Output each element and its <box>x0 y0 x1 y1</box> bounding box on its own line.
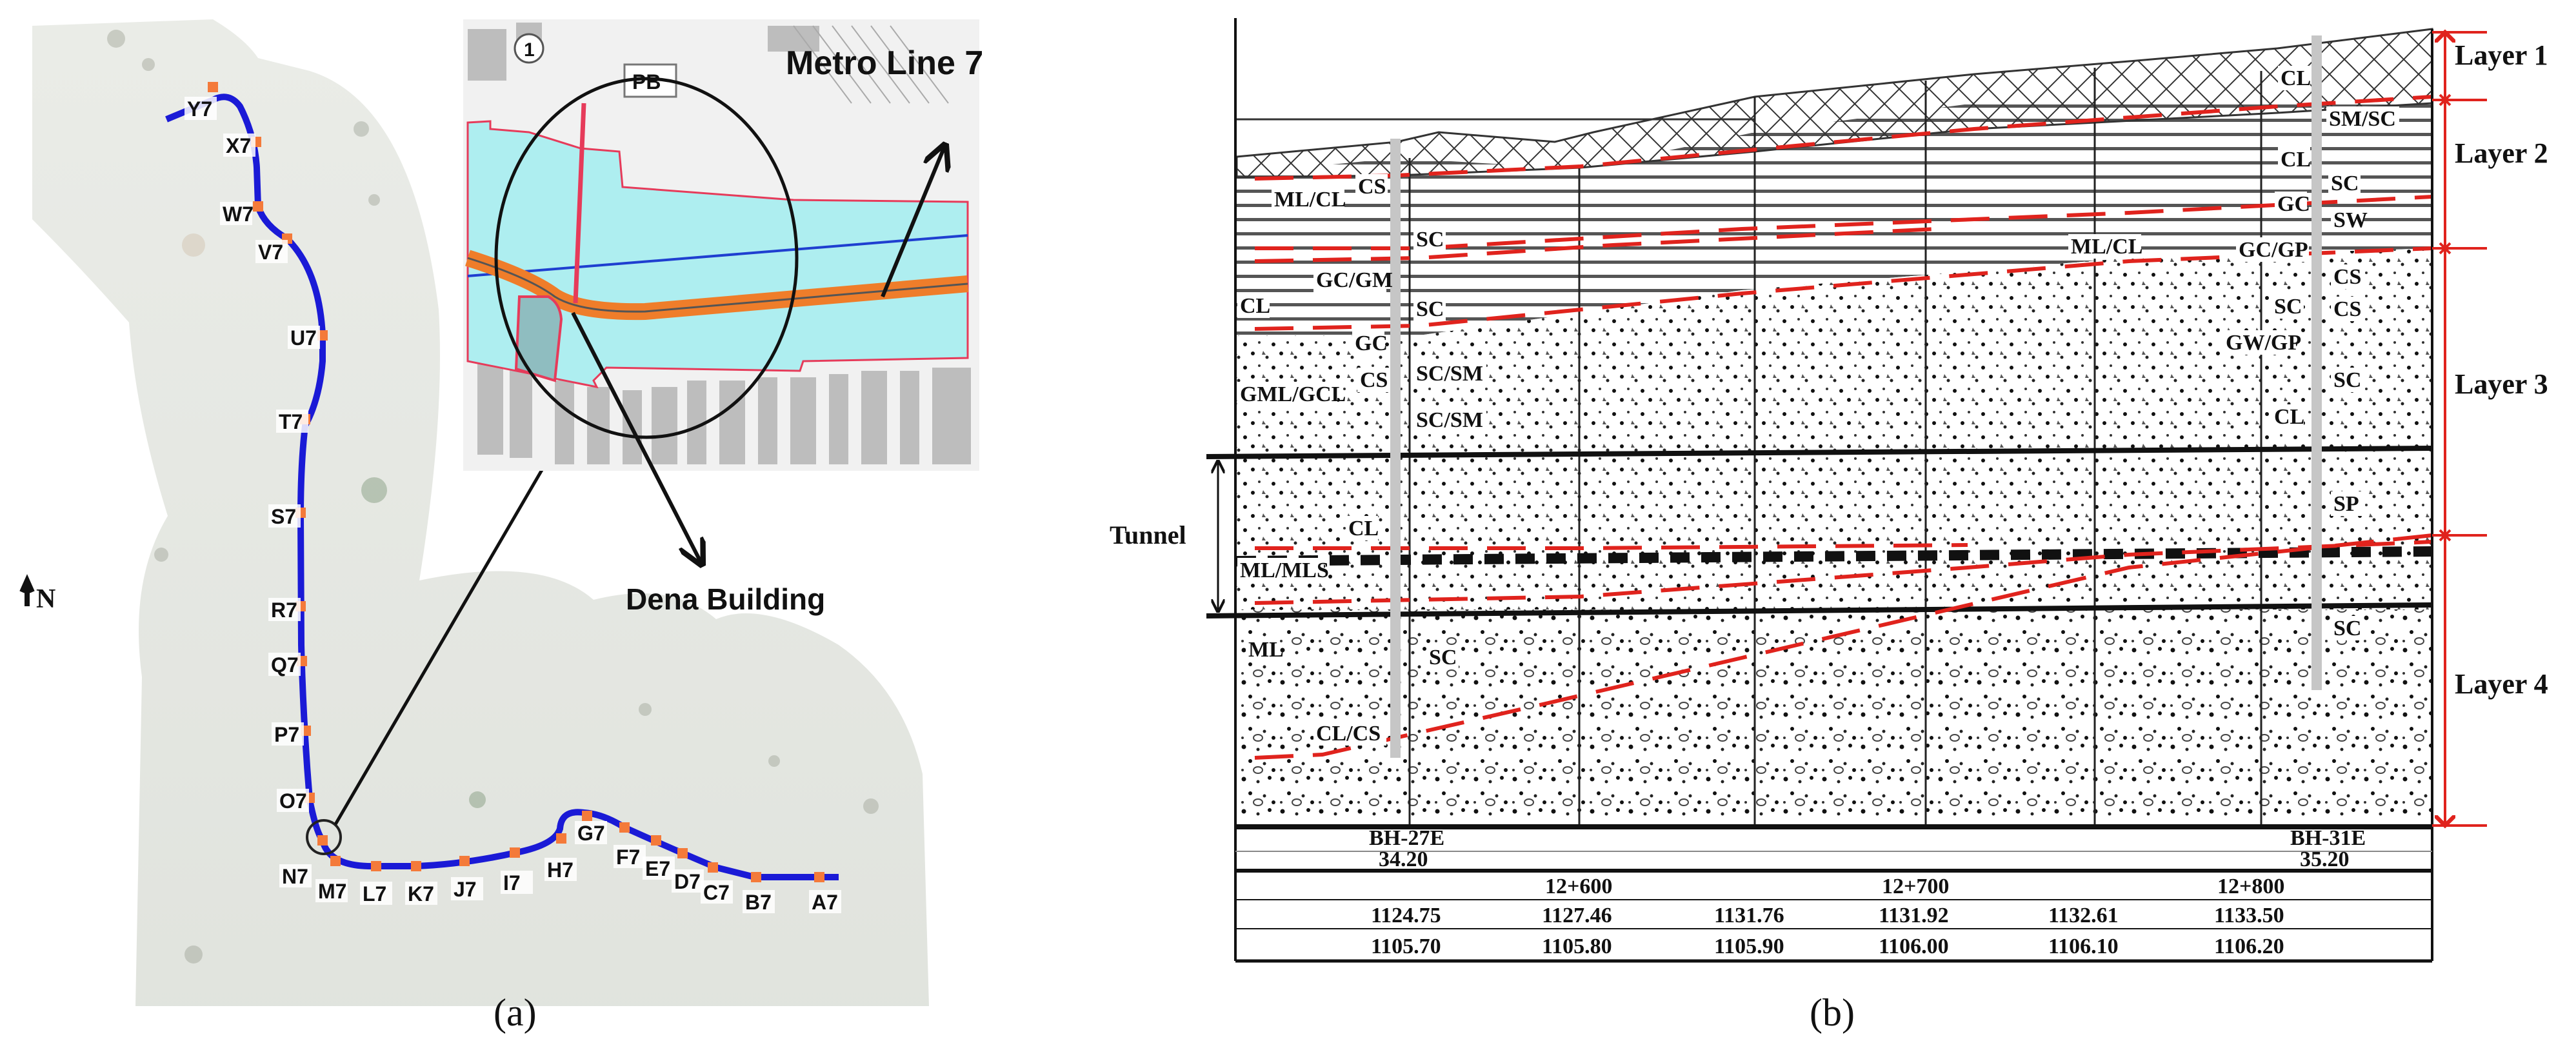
panel-a-metro-map <box>22 19 983 1034</box>
ground-level-value: 1132.61 <box>2048 904 2119 927</box>
dena-building-footprint <box>516 297 561 381</box>
station-label: V7 <box>258 241 284 264</box>
station-label: U7 <box>290 326 317 350</box>
dena-building-label: Dena Building <box>626 582 826 616</box>
station-marker <box>651 835 661 846</box>
station-marker <box>253 201 263 212</box>
soil-label: ML <box>1248 638 1284 662</box>
tunnel-level-value: 1105.80 <box>1542 935 1612 958</box>
station-label: Q7 <box>271 653 299 677</box>
soil-label: CL <box>1348 517 1379 540</box>
station-label: W7 <box>223 203 254 226</box>
soil-label: SP <box>2333 492 2359 516</box>
station-label: N7 <box>282 865 308 888</box>
station-marker <box>459 856 470 866</box>
panel-b-geological-section <box>1110 18 2548 1034</box>
soil-label: CS <box>2333 265 2362 289</box>
station-label: A7 <box>812 891 838 914</box>
station-marker <box>751 872 761 882</box>
metro-line-title: Metro Line 7 <box>786 45 984 82</box>
soil-label: SC/SM <box>1416 408 1483 432</box>
ground-level-value: 1124.75 <box>1371 904 1441 927</box>
station-label: B7 <box>745 891 772 914</box>
station-marker <box>208 82 218 92</box>
tunnel-label: Tunnel <box>1110 520 1186 549</box>
borehole-id: BH-31E <box>2290 826 2366 850</box>
station-marker <box>330 856 341 866</box>
station-marker <box>582 811 592 821</box>
station-label: H7 <box>547 858 574 882</box>
station-label: L7 <box>363 882 387 905</box>
soil-label: SM/SC <box>2329 107 2396 131</box>
borehole-depth: 35.20 <box>2300 847 2350 871</box>
soil-label: GW/GP <box>2226 331 2302 355</box>
soil-label: SC/SM <box>1416 362 1483 386</box>
tunnel-level-value: 1106.10 <box>2048 935 2119 958</box>
station-label: R7 <box>271 599 297 622</box>
station-marker <box>814 872 824 882</box>
ground-level-value: 1131.76 <box>1714 904 1784 927</box>
soil-label: CS <box>2333 297 2362 321</box>
soil-label: ML/CL <box>1274 188 1346 212</box>
soil-label: SC <box>1416 228 1444 252</box>
soil-label: CL <box>2281 148 2311 172</box>
station-label: O7 <box>279 789 307 813</box>
station-label: F7 <box>616 846 641 869</box>
soil-label: GC <box>2277 192 2310 216</box>
borehole-id: BH-27E <box>1369 826 1445 850</box>
panel-b-caption: (b) <box>1810 991 1855 1034</box>
station-label: C7 <box>703 881 730 904</box>
station-label: D7 <box>674 870 701 893</box>
soil-label: GML/GCL <box>1240 382 1346 406</box>
borehole-bh-31e <box>2311 35 2322 690</box>
station-label: I7 <box>503 871 521 895</box>
soil-label: CL <box>1240 294 1271 318</box>
station-label: X7 <box>226 134 252 157</box>
station-label: E7 <box>645 857 671 880</box>
station-label: M7 <box>318 880 347 903</box>
soil-label: CS <box>1358 175 1386 199</box>
soil-label: CS <box>1360 368 1388 392</box>
tunnel-level-value: 1106.20 <box>2214 935 2284 958</box>
soil-label: SC <box>2333 368 2362 392</box>
inset-map <box>463 19 979 564</box>
soil-label: GC <box>1355 331 1388 355</box>
soil-label: SC <box>1429 646 1457 669</box>
station-marker <box>510 847 520 858</box>
soil-label: SC <box>2333 617 2362 640</box>
soil-label: SC <box>2331 172 2359 195</box>
station-label: K7 <box>408 882 434 905</box>
soil-label: SC <box>2274 295 2302 319</box>
north-label: N <box>36 584 56 614</box>
table-values <box>1369 826 2366 958</box>
station-marker <box>677 848 688 858</box>
station-label: J7 <box>454 878 477 901</box>
ground-level-value: 1133.50 <box>2214 904 2284 927</box>
soil-label: SW <box>2333 208 2368 232</box>
tunnel-level-value: 1105.70 <box>1371 935 1441 958</box>
station-label: S7 <box>271 505 297 528</box>
soil-label: GC/GM <box>1316 268 1393 292</box>
north-arrow <box>22 580 55 614</box>
layer-label: Layer 4 <box>2455 668 2548 700</box>
chainage: 12+600 <box>1545 875 1613 898</box>
station-label: G7 <box>577 822 605 845</box>
inset-circle-number: 1 <box>524 39 535 61</box>
station-marker <box>317 835 328 846</box>
borehole-depth: 34.20 <box>1379 847 1428 871</box>
soil-label: ML/MLS <box>1240 559 1329 582</box>
chainage: 12+700 <box>1882 875 1950 898</box>
tunnel-zone-soil <box>1237 455 2432 609</box>
station-label: T7 <box>279 410 303 433</box>
soil-label: GC/GP <box>2239 238 2308 262</box>
pb-label: PB <box>632 70 661 94</box>
chainage: 12+800 <box>2217 875 2285 898</box>
station-marker <box>556 833 566 844</box>
soil-label: CL <box>2281 66 2311 90</box>
tunnel-level-value: 1106.00 <box>1879 935 1949 958</box>
soil-label: CL <box>2274 405 2305 429</box>
ground-level-value: 1131.92 <box>1879 904 1949 927</box>
layer-label: Layer 3 <box>2455 368 2548 400</box>
station-marker <box>619 822 630 833</box>
station-marker <box>371 861 381 871</box>
layer-label: Layer 2 <box>2455 137 2548 169</box>
station-label: Y7 <box>187 97 213 121</box>
station-marker <box>411 861 421 871</box>
tunnel-level-value: 1105.90 <box>1714 935 1784 958</box>
layer-4-gravel-soil <box>1237 609 2432 824</box>
panel-a-caption: (a) <box>494 991 537 1034</box>
layer-label: Layer 1 <box>2455 39 2548 71</box>
soil-label: ML/CL <box>2071 235 2143 259</box>
layer-labels <box>2455 39 2548 700</box>
north-arrow-icon <box>22 580 32 606</box>
station-label: P7 <box>274 723 300 746</box>
soil-label: SC <box>1416 297 1444 321</box>
station-marker <box>708 862 718 873</box>
borehole-bh-27e <box>1390 139 1401 758</box>
soil-label: CL/CS <box>1316 722 1381 746</box>
ground-level-value: 1127.46 <box>1542 904 1612 927</box>
